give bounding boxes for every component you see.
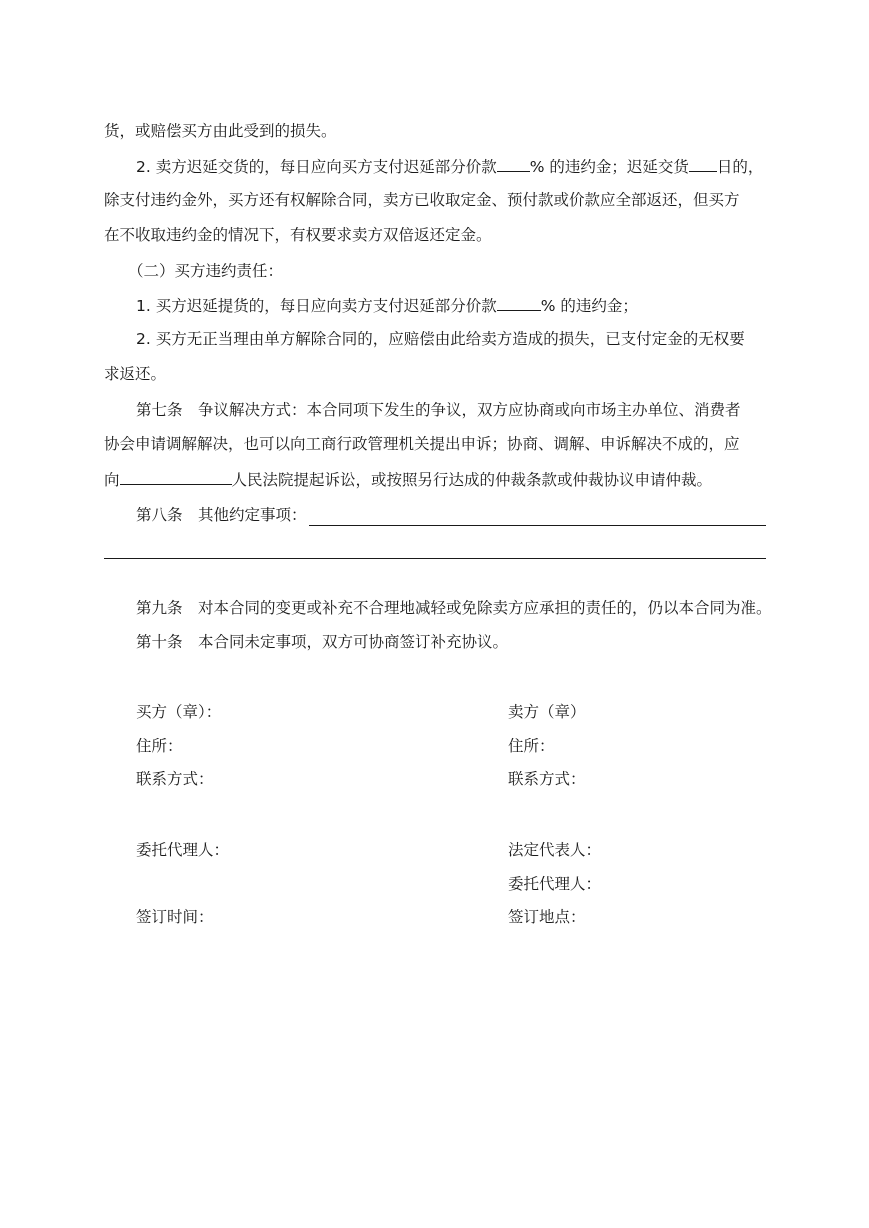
other-terms-blank-line[interactable] (104, 558, 766, 559)
buyer-contact-label: 联系方式： (136, 770, 214, 788)
text: 协会申请调解解决，也可以向工商行政管理机关提出申诉；协商、调解、申诉解决不成的，应 (104, 435, 740, 453)
legal-representative-label: 法定代表人： (508, 841, 602, 859)
buyer-liability-heading (128, 260, 758, 282)
text: 除支付违约金外，买方还有权解除合同，卖方已收取定金、预付款或价款应全部返还，但买方 (104, 191, 740, 209)
buyer-delay-clause (136, 294, 766, 316)
article-9 (136, 597, 772, 619)
text: 2. 卖方迟延交货的，每日应向买方支付迟延部分价款 (136, 158, 497, 176)
text: （二）买方违约责任： (128, 262, 284, 280)
buyer-address-label: 住所： (136, 737, 183, 755)
paragraph-line (104, 468, 766, 490)
text: 第八条 其他约定事项： (136, 506, 307, 524)
text: % 的违约金；迟延交货 (529, 158, 689, 176)
other-terms-blank[interactable] (309, 508, 766, 526)
percent-blank[interactable] (497, 155, 530, 172)
text: 人民法院提起诉讼，或按照另行达成的仲裁条款或仲裁协议申请仲裁。 (231, 471, 713, 489)
paragraph-line (104, 189, 766, 211)
buyer-termination-clause (136, 328, 766, 350)
buyer-agent-label: 委托代理人： (136, 841, 230, 859)
text: % 的违约金； (540, 297, 638, 315)
seller-address-label: 住所： (508, 737, 555, 755)
text: 第十条 本合同未定事项，双方可协商签订补充协议。 (136, 633, 509, 651)
paragraph-line (104, 433, 766, 455)
days-blank[interactable] (689, 155, 717, 172)
court-blank[interactable] (120, 468, 232, 485)
seller-contact-label: 联系方式： (508, 770, 586, 788)
article-10 (136, 631, 766, 653)
text: 第七条 争议解决方式：本合同项下发生的争议，双方应协商或向市场主办单位、消费者 (136, 401, 741, 419)
seller-agent-label: 委托代理人： (508, 875, 602, 893)
text: 向 (104, 471, 120, 489)
text: 第九条 对本合同的变更或补充不合理地减轻或免除卖方应承担的责任的，仍以本合同为准。 (136, 599, 772, 617)
paragraph-line (104, 363, 766, 385)
buyer-seal-label: 买方（章）： (136, 703, 222, 721)
paragraph-line (104, 224, 766, 246)
seller-delay-clause (136, 155, 766, 177)
text: 求返还。 (104, 365, 167, 383)
signing-time-label: 签订时间： (136, 908, 214, 926)
percent-blank[interactable] (497, 294, 541, 311)
paragraph-line (104, 120, 766, 142)
text: 在不收取违约金的情况下，有权要求卖方双倍返还定金。 (104, 226, 492, 244)
article-8 (136, 504, 766, 526)
article-7 (136, 399, 766, 421)
text: 日的， (716, 158, 764, 176)
text: 2. 买方无正当理由单方解除合同的，应赔偿由此给卖方造成的损失，已支付定金的无权要 (136, 330, 745, 348)
seller-seal-label: 卖方（章） (508, 703, 586, 721)
text: 货，或赔偿买方由此受到的损失。 (104, 122, 337, 140)
signing-place-label: 签订地点： (508, 908, 586, 926)
text: 1. 买方迟延提货的，每日应向卖方支付迟延部分价款 (136, 297, 497, 315)
